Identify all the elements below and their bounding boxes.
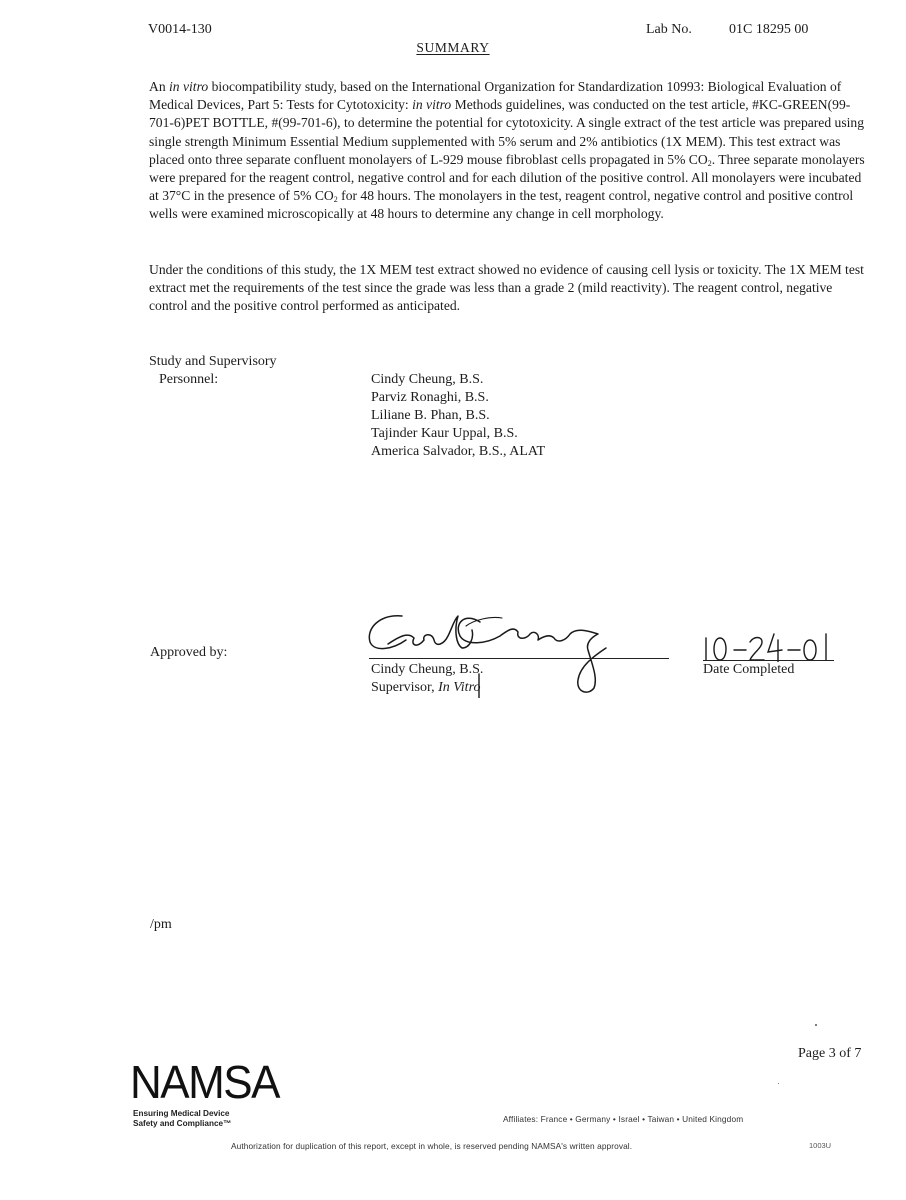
- summary-heading: [0, 40, 906, 56]
- typist-initials: /pm: [150, 917, 172, 932]
- personnel-label-line2: Personnel:: [159, 372, 219, 387]
- text-run: An: [149, 79, 170, 94]
- text-run: for 48 hours. The monolayers in the test, reagent control, negative control and positive control wells were examined microscopically at 48 hours to determine any change in cell morphology.: [149, 188, 854, 222]
- handwritten-date: [700, 628, 840, 662]
- lab-number-label: Lab No.: [646, 22, 692, 37]
- text-run-italic: in vitro: [412, 97, 452, 113]
- form-code: 1003U: [809, 1141, 832, 1150]
- personnel-list: [371, 371, 545, 461]
- page-number: Page 3 of 7: [798, 1046, 862, 1061]
- personnel-name: Cindy Cheung, B.S.: [371, 372, 484, 387]
- tagline-line2: Safety and Compliance™: [133, 1119, 232, 1128]
- document-id: V0014-130: [148, 22, 212, 37]
- study-description-paragraph: [149, 78, 869, 224]
- tagline-line1: Ensuring Medical Device: [133, 1109, 230, 1118]
- namsa-logo: NAMSA: [130, 1056, 279, 1109]
- lab-number-value: 01C 18295 00: [729, 22, 809, 37]
- subscript: 2: [333, 195, 338, 205]
- text-run-italic: in vitro: [169, 79, 209, 94]
- approved-by-label: Approved by:: [150, 645, 228, 660]
- personnel-label: [149, 353, 277, 389]
- scan-speck: [815, 1024, 817, 1026]
- scan-speck: [778, 1083, 779, 1084]
- personnel-name: Tajinder Kaur Uppal, B.S.: [371, 426, 518, 441]
- personnel-label-line1: Study and Supervisory: [149, 354, 277, 369]
- signer-title-italic: In Vitro: [438, 680, 481, 695]
- personnel-name: Liliane B. Phan, B.S.: [371, 408, 490, 423]
- text-run: . Three separate monolayers were prepared for the reagent control, negative control and for each dilution of the positive control. All monolayers were incubated at 37°C in the presence of 5% CO: [149, 151, 865, 204]
- company-tagline: [133, 1109, 231, 1129]
- signature-line: [369, 658, 669, 659]
- affiliates-line: Affiliates: France • Germany • Israel • Taiwan • United Kingdom: [503, 1114, 744, 1124]
- authorization-note: Authorization for duplication of this report, except in whole, is reserved pending NAMSA's written approval.: [231, 1141, 633, 1151]
- summary-heading-text: SUMMARY: [416, 40, 490, 55]
- date-line: [703, 660, 834, 661]
- signer-title: [371, 680, 481, 696]
- personnel-name: Parviz Ronaghi, B.S.: [371, 390, 489, 405]
- conclusion-text: Under the conditions of this study, the 1X MEM test extract showed no evidence of causing cell lysis or toxicity. The 1X MEM test extract met the requirements of the test since the grade was less than a grade 2 (mild reactivity). The reagent control, negative control and the positive control performed as anticipated.: [149, 262, 864, 314]
- text-run: biocompatibility study, based on the International Organization for Standardization 10993: Biological Evaluation of Medical Devices, Part 5: Tests for Cytotoxicity:: [149, 79, 842, 113]
- subscript: 2: [707, 158, 712, 168]
- personnel-name: America Salvador, B.S., ALAT: [371, 444, 546, 459]
- text-run: Methods guidelines, was conducted on the test article, #KC-GREEN(99-701-6)PET BOTTLE, #(99-701-6), to determine the potential for cytotoxicity. A single extract of the test article was prepared using single strength Minimum Essential Medium supplemented with 5% serum and 2% antibiotics (1X MEM). This test extract was placed onto three separate confluent monolayers of L-929 mouse fibroblast cells propagated in 5% CO: [149, 97, 864, 167]
- date-completed-label: Date Completed: [703, 662, 795, 677]
- conclusion-paragraph: [149, 261, 869, 316]
- signer-name: Cindy Cheung, B.S.: [371, 662, 484, 677]
- signer-title-text: Supervisor,: [371, 680, 439, 695]
